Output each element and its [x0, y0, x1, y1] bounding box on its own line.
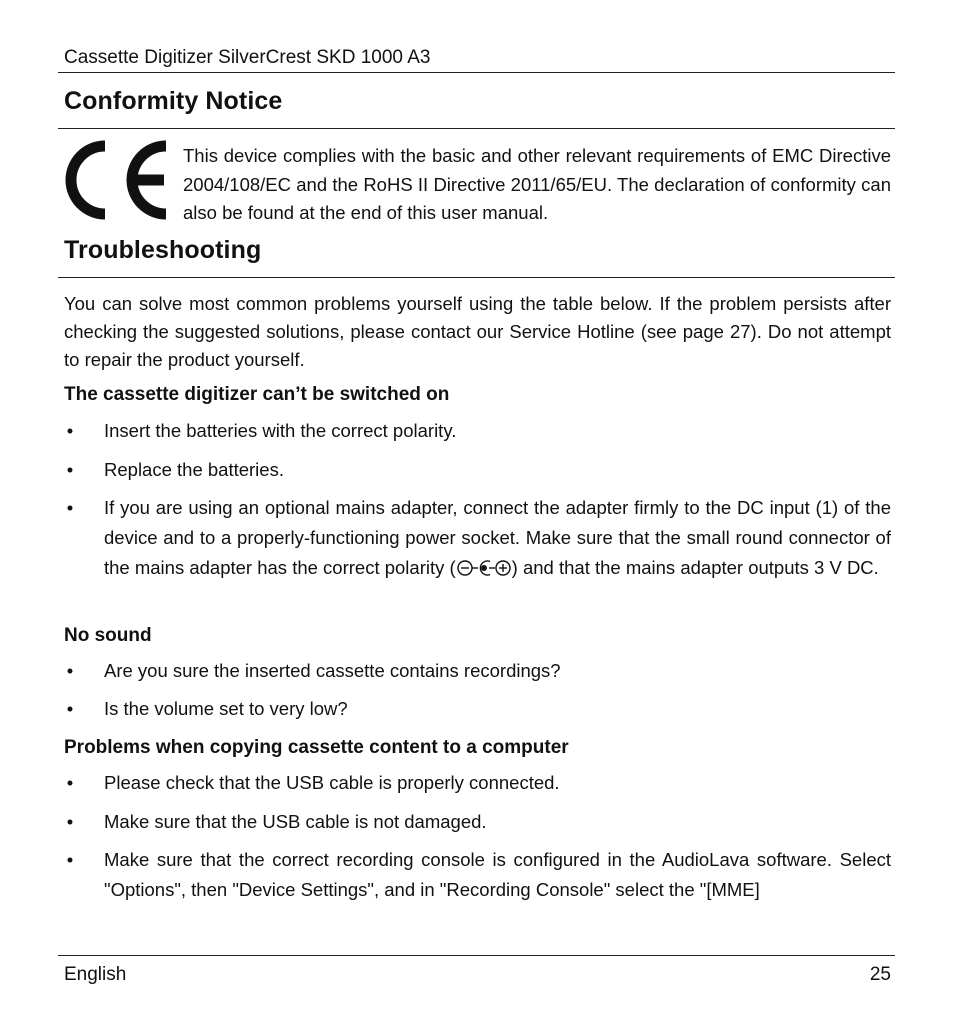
bullet-icon: •	[66, 660, 74, 681]
header-rule	[58, 72, 895, 73]
list-item	[64, 845, 891, 905]
bullet-icon: •	[66, 811, 74, 832]
ce-mark-icon	[62, 140, 172, 220]
subheading-no-sound: No sound	[64, 625, 152, 646]
list-item	[64, 656, 891, 686]
list-item-text: Make sure that the USB cable is not damaged.	[104, 811, 487, 832]
subheading-cannot-switch-on: The cassette digitizer can’t be switched on	[64, 384, 450, 405]
troubleshooting-heading-rule	[58, 277, 895, 278]
page-number: 25	[869, 964, 891, 985]
list-item-text: Are you sure the inserted cassette contains recordings?	[104, 660, 561, 681]
list-item	[64, 807, 891, 837]
bullet-icon: •	[66, 497, 74, 518]
list-item-text: If you are using an optional mains adapter, connect the adapter firmly to the DC input (1) of the device and to a properly-functioning power socket. Make sure that the small round connector of the mains adapter has the correct polarity ( ) and that the mains adapter outputs 3 V DC.	[104, 497, 891, 578]
list-item-text: Is the volume set to very low?	[104, 698, 348, 719]
footer-rule	[58, 955, 895, 956]
list-item-text: Please check that the USB cable is properly connected.	[104, 772, 560, 793]
dc-polarity-icon	[456, 559, 512, 577]
list-item	[64, 455, 891, 485]
bullet-icon: •	[66, 420, 74, 441]
conformity-heading-rule	[58, 128, 895, 129]
bullet-icon: •	[66, 459, 74, 480]
subheading-copying-problems: Problems when copying cassette content to a computer	[64, 737, 569, 758]
list-item	[64, 768, 891, 798]
list-item	[64, 694, 891, 724]
troubleshooting-heading: Troubleshooting	[64, 236, 262, 264]
footer-language: English	[64, 964, 127, 985]
running-header: Cassette Digitizer SilverCrest SKD 1000 A3	[64, 47, 431, 68]
bullet-icon: •	[66, 849, 74, 870]
conformity-heading: Conformity Notice	[64, 87, 283, 115]
conformity-text: This device complies with the basic and other relevant requirements of EMC Directive 2004/108/EC and the RoHS II Directive 2011/65/EU. The declaration of conformity can also be found at the end of this user manual.	[183, 145, 891, 223]
list-item-text: Insert the batteries with the correct polarity.	[104, 420, 457, 441]
list-item	[64, 416, 891, 446]
list-item	[64, 493, 891, 583]
list-item-text: Make sure that the correct recording console is configured in the AudioLava software. Select "Options", then "Device Settings", and in "Recording Console" select the "[MME]	[104, 849, 891, 900]
list-item-text: Replace the batteries.	[104, 459, 284, 480]
troubleshooting-intro: You can solve most common problems yourself using the table below. If the problem persists after checking the suggested solutions, please contact our Service Hotline (see page 27). Do not attempt to repair the product yourself.	[64, 293, 891, 370]
bullet-icon: •	[66, 698, 74, 719]
bullet-icon: •	[66, 772, 74, 793]
